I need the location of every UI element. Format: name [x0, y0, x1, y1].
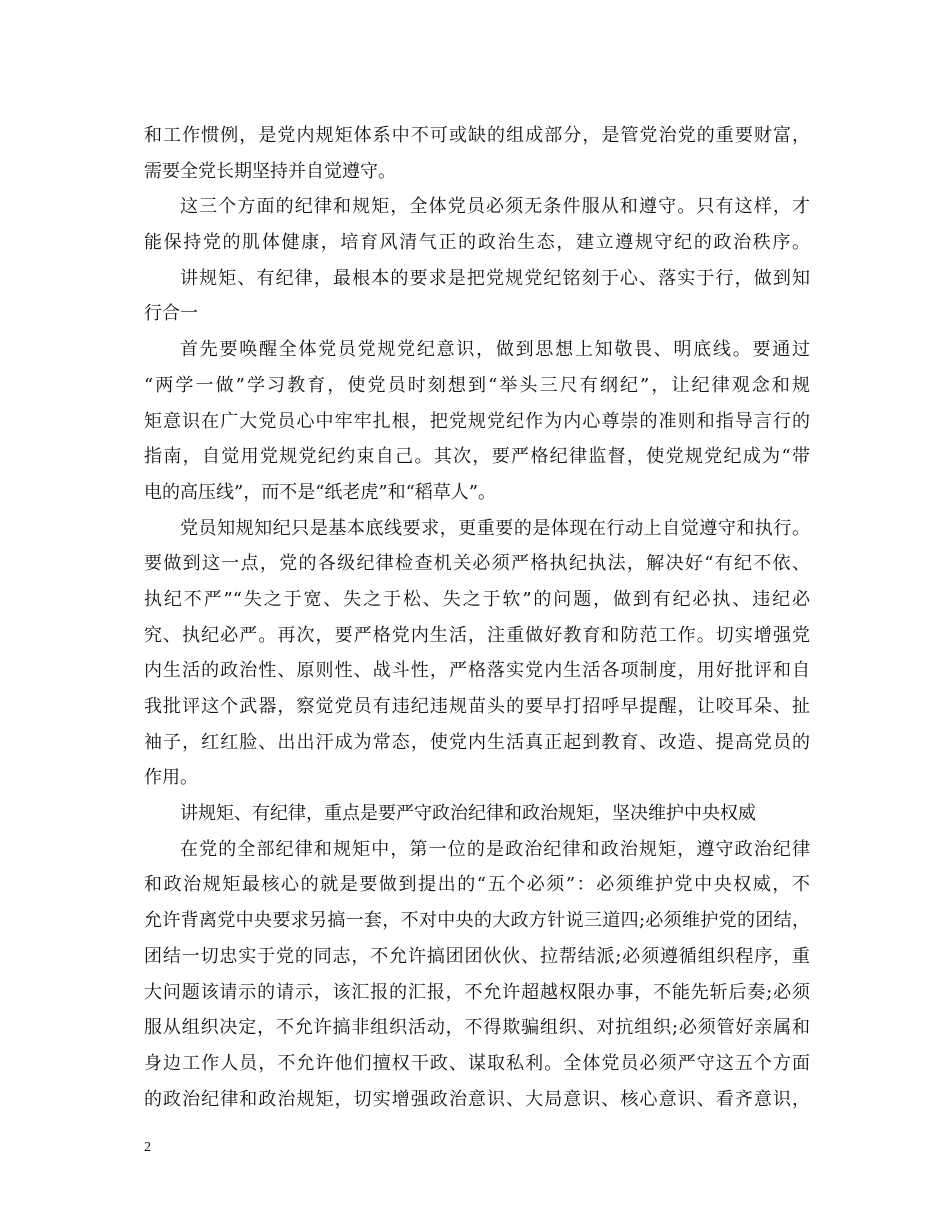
- page-number: 2: [144, 1140, 151, 1155]
- text-line: 内生活的政治性、原则性、战斗性，严格落实党内生活各项制度，用好批评和自: [144, 660, 810, 682]
- text-line: 允许背离党中央要求另搞一套，不对中央的大政方针说三道四;必须维护党的团结，: [144, 910, 810, 932]
- text-line: 服从组织决定，不允许搞非组织活动，不得欺骗组织、对抗组织;必须管好亲属和: [144, 1017, 810, 1039]
- text-line: 指南，自觉用党规党纪约束自己。其次，要严格纪律监督，使党规党纪成为“带: [144, 446, 810, 468]
- text-line: 我批评这个武器，察觉党员有违纪违规苗头的要早打招呼早提醒，让咬耳朵、扯: [144, 696, 810, 717]
- text-line: 袖子，红红脸、出出汗成为常态，使党内生活真正起到教育、改造、提高党员的: [144, 731, 810, 753]
- text-line: 究、执纪必严。再次，要严格党内生活，注重做好教育和防范工作。切实增强党: [144, 624, 810, 646]
- text-line: 要做到这一点，党的各级纪律检查机关必须严格执纪执法，解决好“有纪不依、: [144, 553, 810, 575]
- text-line: 讲规矩、有纪律，重点是要严守政治纪律和政治规矩，坚决维护中央权威: [180, 803, 756, 825]
- text-line: 讲规矩、有纪律，最根本的要求是把党规党纪铭刻于心、落实于行，做到知: [180, 267, 810, 289]
- text-line: 在党的全部纪律和规矩中，第一位的是政治纪律和政治规矩，遵守政治纪律: [180, 838, 810, 860]
- text-line: 这三个方面的纪律和规矩，全体党员必须无条件服从和遵守。只有这样，才: [180, 196, 810, 218]
- text-line: 大问题该请示的请示，该汇报的汇报，不允许超越权限办事，不能先斩后奏;必须: [144, 981, 810, 1003]
- text-line: 行合一: [144, 303, 198, 325]
- text-line: 作用。: [144, 767, 198, 789]
- text-line: 的政治纪律和政治规矩，切实增强政治意识、大局意识、核心意识、看齐意识，: [144, 1088, 810, 1110]
- text-line: 身边工作人员，不允许他们擅权干政、谋取私利。全体党员必须严守这五个方面: [144, 1052, 810, 1074]
- text-line: “两学一做”学习教育，使党员时刻想到“举头三尺有纲纪”，让纪律观念和规: [144, 374, 810, 396]
- text-line: 执纪不严”“失之于宽、失之于松、失之于软”的问题，做到有纪必执、违纪必: [144, 588, 810, 610]
- text-line: 首先要唤醒全体党员党规党纪意识，做到思想上知敬畏、明底线。要通过: [180, 339, 810, 361]
- text-line: 能保持党的肌体健康，培育风清气正的政治生态，建立遵规守纪的政治秩序。: [144, 232, 810, 254]
- text-line: 电的高压线”，而不是“纸老虎”和“稻草人”。: [144, 481, 497, 503]
- text-line: 和政治规矩最核心的就是要做到提出的“五个必须”：必须维护党中央权威，不: [144, 874, 810, 896]
- document-body-text: [144, 118, 810, 1117]
- text-line: 矩意识在广大党员心中牢牢扎根，把党规党纪作为内心尊崇的准则和指导言行的: [144, 410, 810, 432]
- text-line: 党员知规知纪只是基本底线要求，更重要的是体现在行动上自觉遵守和执行。: [180, 517, 810, 539]
- text-line: 和工作惯例，是党内规矩体系中不可或缺的组成部分，是管党治党的重要财富，: [144, 125, 810, 146]
- text-line: 需要全党长期坚持并自觉遵守。: [144, 160, 396, 182]
- text-line: 团结一切忠实于党的同志，不允许搞团团伙伙、拉帮结派;必须遵循组织程序，重: [144, 945, 810, 967]
